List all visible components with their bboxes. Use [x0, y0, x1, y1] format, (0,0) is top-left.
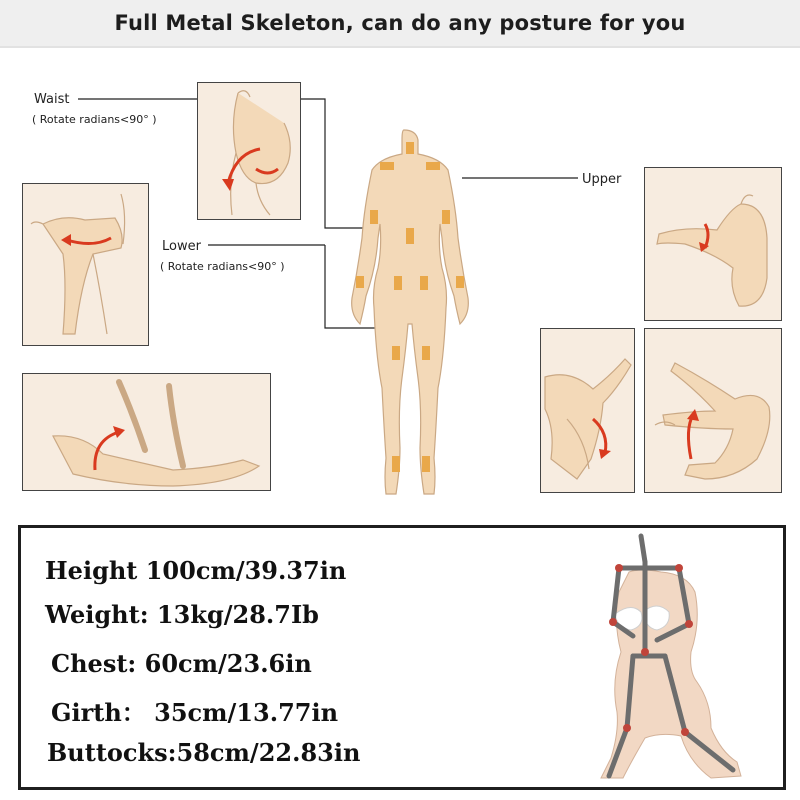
joint-marker-icon [456, 276, 464, 288]
joint-marker-icon [370, 210, 378, 224]
joint-marker-icon [422, 346, 430, 360]
kick-pose-panel [22, 373, 271, 491]
spec-height: Height 100cm/39.37in [45, 556, 347, 585]
joint-marker-icon [442, 210, 450, 224]
spec-weight: Weight: 13kg/28.7Ib [45, 600, 319, 629]
joint-marker-icon [406, 142, 414, 154]
joint-marker-icon [426, 162, 440, 170]
joint-marker-icon [356, 276, 364, 288]
joint-marker-icon [392, 346, 400, 360]
leg-pose-panel [22, 183, 149, 346]
lower-detail: ( Rotate radians<90° ) [160, 260, 285, 273]
arrowhead-icon [599, 449, 611, 459]
raised-leg-panel [644, 328, 782, 493]
specifications-box [18, 525, 786, 790]
joint-marker-icon [392, 456, 400, 472]
arrowhead-icon [222, 179, 234, 191]
joint-marker-icon [420, 276, 428, 290]
waist-detail: ( Rotate radians<90° ) [32, 113, 157, 126]
lower-label: Lower [162, 239, 201, 254]
raised-arm-panel [540, 328, 635, 493]
upper-label: Upper [582, 172, 622, 187]
joint-marker-icon [406, 228, 414, 244]
joint-marker-icon [422, 456, 430, 472]
mannequin-figure [340, 128, 480, 500]
joint-marker-icon [394, 276, 402, 290]
joint-marker-icon [380, 162, 394, 170]
spec-chest: Chest: 60cm/23.6in [51, 649, 312, 678]
waist-label: Waist [34, 92, 70, 107]
spec-buttocks: Buttocks:58cm/22.83in [47, 738, 361, 767]
arm-pose-panel [644, 167, 782, 321]
page-title: Full Metal Skeleton, can do any posture for you [114, 11, 686, 35]
skeleton-photo [561, 532, 781, 788]
spec-girth: Girth： 35cm/13.77in [51, 698, 339, 727]
waist-pose-panel [197, 82, 301, 220]
